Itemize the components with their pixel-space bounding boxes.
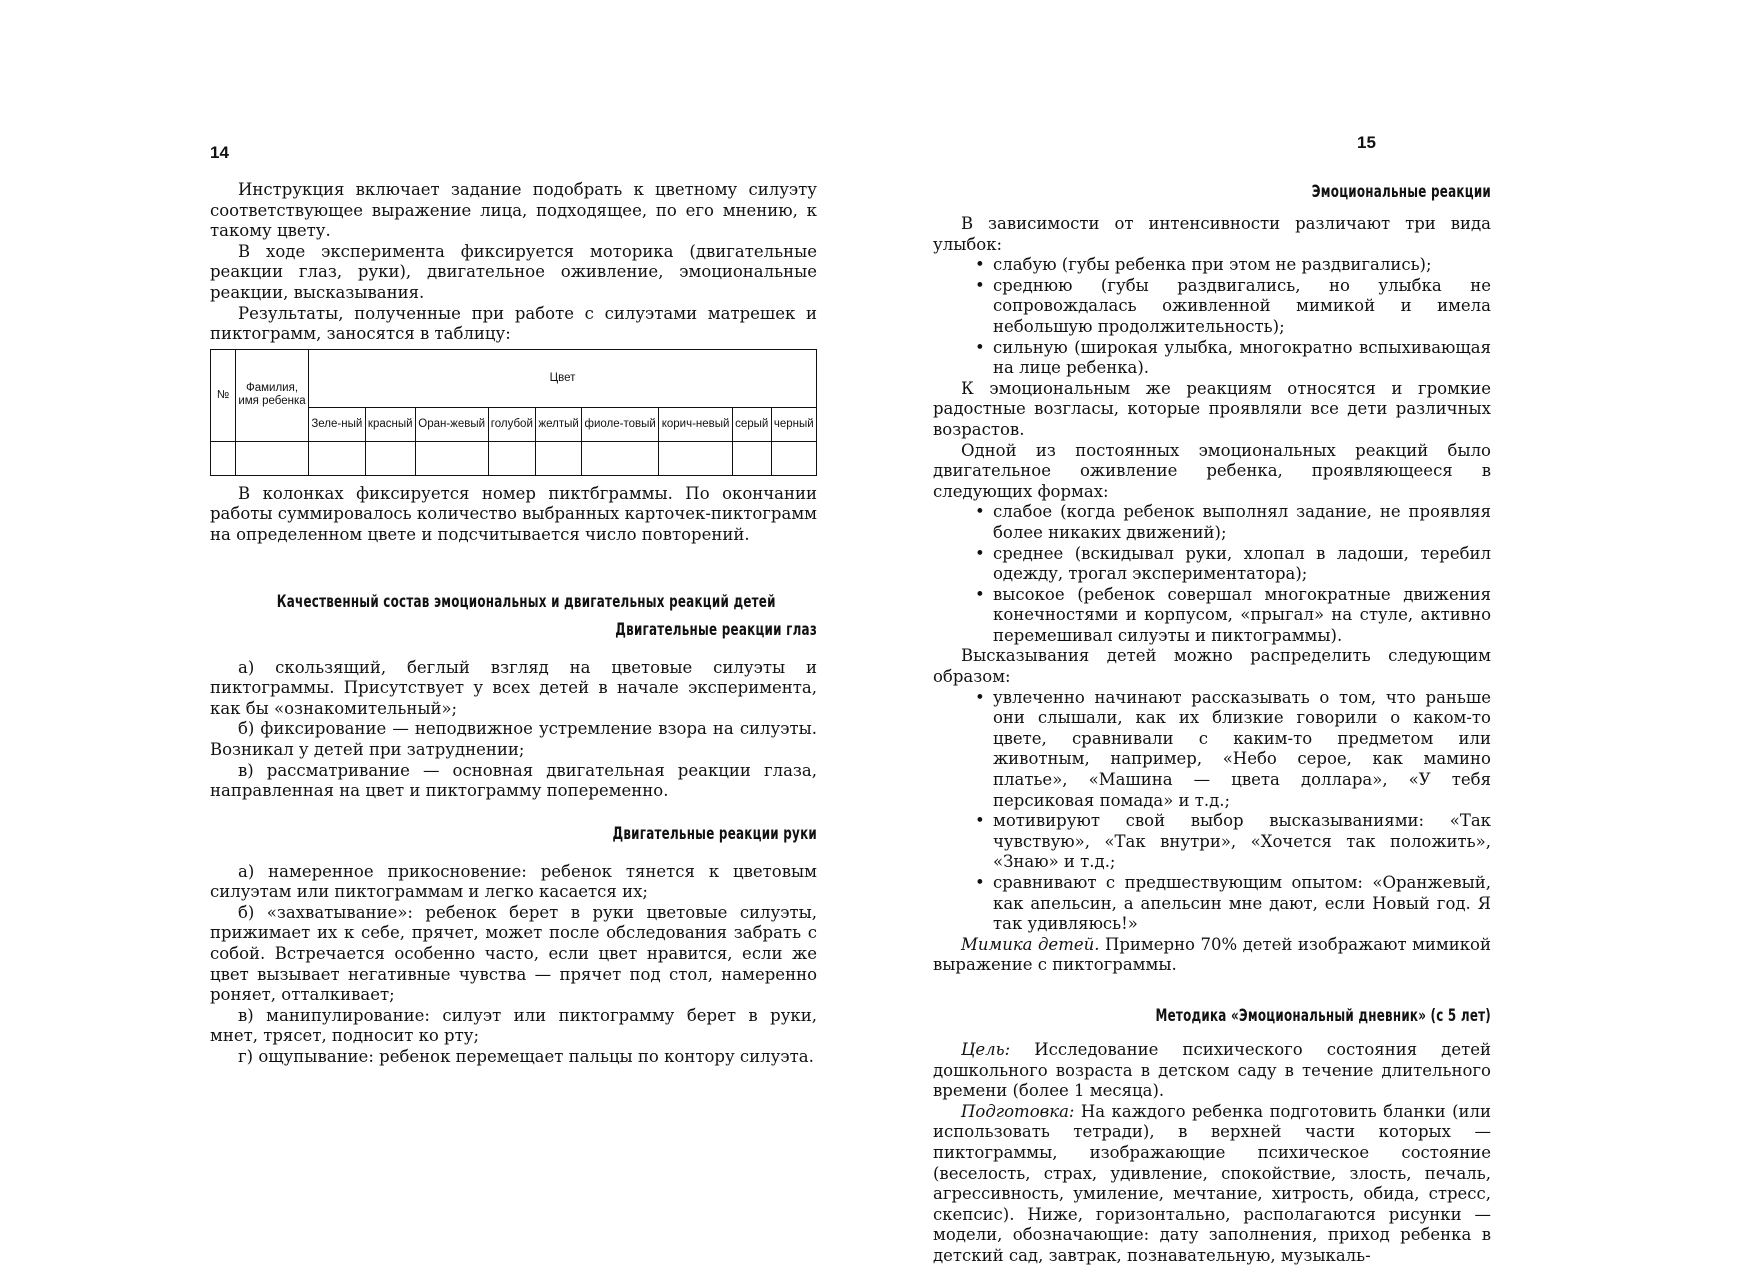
list-item: б) «захватывание»: ребенок берет в руки цветовые силуэты, прижимает их к себе, прячет, может после обследования забрать с собой. Встречается особенно часто, если цвет нравится, если же цвет вызывает негативные чувства — прячет под стол, намеренно роняет, отталкивает; [210,902,817,1005]
subsection-title-eyes: Двигательные реакции глаз [615,619,817,640]
list-item: • увлеченно начинают рассказывать о том, что раньше они слышали, как их близкие говорили о каком-то цвете, сравнивали с каким-то предметом или животным, например, «Небо серое, как мамино платье», «Машина — цвета доллара», «У тебя персиковая помада» и т.д.; [933,688,1491,812]
list-item: • мотивируют свой выбор высказываниями: «Так чувствую», «Так внутри», «Хочется так положить», «Знаю» и т.д.; [933,811,1491,873]
paragraph: В ходе эксперимента фиксируется моторика (двигательные реакции глаз, руки), двигательное оживление, эмоциональные реакции, высказывания. [210,241,817,302]
page-number: 14 [210,143,229,162]
table-color-col: Зеле-ный [309,407,366,441]
table-color-col: корич-невый [659,407,733,441]
paragraph-goal [933,1040,1491,1102]
results-table-wrap [210,349,817,476]
paragraph: Одной из постоянных эмоциональных реакций было двигательное оживление ребенка, проявляющееся в следующих формах: [933,440,1491,501]
prep-label: Подготовка: [961,1101,1075,1121]
paragraph: Инструкция включает задание подобрать к цветному силуэту соответствующее выражение лица, подходящее, по его мнению, к такому цвету. [210,180,817,241]
table-color-col: Оран-жевый [415,407,488,441]
section-title-emotions: Эмоциональные реакции [1311,182,1491,202]
table-color-col: желтый [536,407,582,441]
table-header-name: Фамилия, имя ребенка [236,349,309,441]
section-title: Качественный состав эмоциональных и двигательных реакций детей [276,591,776,612]
paragraph: Результаты, полученные при работе с силуэтами матрешек и пиктограмм, заносятся в таблицу: [210,303,817,344]
list-item: • среднюю (губы раздвигались, но улыбка не сопровождалась оживленной мимикой и имела небольшую продолжительность); [933,276,1491,338]
paragraph: Высказывания детей можно распределить следующим образом: [933,646,1491,687]
list-item: г) ощупывание: ребенок перемещает пальцы по контору силуэта. [238,1047,814,1067]
table-color-col: черный [771,407,816,441]
mimic-label: Мимика детей. [961,934,1100,954]
paragraph-mimic [933,935,1491,976]
table-color-col: голубой [488,407,536,441]
results-table [210,349,817,476]
speech-list [933,688,1491,935]
left-page [0,0,877,1240]
list-item: а) скользящий, беглый взгляд на цветовые силуэты и пиктограммы. Присутствует у всех детей в начале эксперимента, как бы «ознакомительный»; [210,657,817,718]
paragraph-prep [933,1102,1491,1267]
list-item: • слабую (губы ребенка при этом не раздвигались); [933,255,1491,276]
list-item: а) намеренное прикосновение: ребенок тянется к цветовым силуэтам или пиктограммам и легко касается их; [210,861,817,902]
prep-text: На каждого ребенка подготовить бланки (или использовать тетради), в верхней части которых — пиктограммы, изображающие психическое состояние (веселость, страх, удивление, спокойствие, злость, печаль, агрессивность, умиление, мечтание, хитрость, обида, стресс, скепсис). Ниже, горизонтально, располагаются рисунки — модели, обозначающие: дату заполнения, приход ребенка в детский сад, завтрак, познавательную, музыкаль- [933,1101,1491,1265]
table-row [211,441,817,475]
paragraph: К эмоциональным же реакциям относятся и громкие радостные возгласы, которые проявляли все дети различных возрастов. [933,378,1491,439]
table-header-color: Цвет [309,349,817,407]
right-page [877,0,1754,1265]
list-item: • среднее (вскидывал руки, хлопал в ладоши, теребил одежду, трогал экспериментатора); [933,544,1491,585]
list-item: в) рассматривание — основная двигательная реакции глаза, направленная на цвет и пиктограмму попеременно. [210,760,817,801]
mimic-text: Примерно 70% детей изображают мимикой выражение с пиктограммы. [933,934,1491,975]
page-number: 15 [1357,133,1376,152]
method-title: Методика «Эмоциональный дневник» (с 5 лет) [1155,1005,1491,1026]
subsection-title-hands: Двигательные реакции руки [612,823,817,844]
table-color-col: фиоле-товый [582,407,659,441]
motor-list [933,502,1491,646]
list-item: • сравнивают с предшествующим опытом: «Оранжевый, как апельсин, а апельсин мне дают, если Новый год. Я так удивляюсь!» [933,873,1491,935]
list-item: в) манипулирование: силуэт или пиктограмму берет в руки, мнет, трясет, подносит ко рту; [210,1005,817,1046]
list-item: • слабое (когда ребенок выполнял задание, не проявляя более никаких движений); [933,502,1491,543]
list-item: • сильную (широкая улыбка, многократно вспыхивающая на лице ребенка). [933,338,1491,379]
left-column [210,180,817,1068]
smiles-list [933,255,1491,379]
paragraph: В зависимости от интенсивности различают три вида улыбок: [933,214,1491,254]
list-item: • высокое (ребенок совершал многократные движения конечностями и корпусом, «прыгал» на стуле, активно перемешивал силуэты и пиктограммы). [933,585,1491,647]
goal-label: Цель: [961,1039,1011,1059]
table-color-col: серый [732,407,771,441]
right-column [933,182,1491,1267]
paragraph: В колонках фиксируется номер пиктбграммы. По окончании работы суммировалось количество выбранных карточек-пиктограмм на определенном цвете и подсчитывается число повторений. [210,483,817,544]
list-item: б) фиксирование — неподвижное устремление взора на силуэты. Возникал у детей при затруднении; [210,719,817,759]
table-header-num: № [211,349,236,441]
goal-text: Исследование психического состояния детей дошкольного возраста в детском саду в течение длительного времени (более 1 месяца). [933,1039,1491,1101]
table-color-col: красный [365,407,415,441]
